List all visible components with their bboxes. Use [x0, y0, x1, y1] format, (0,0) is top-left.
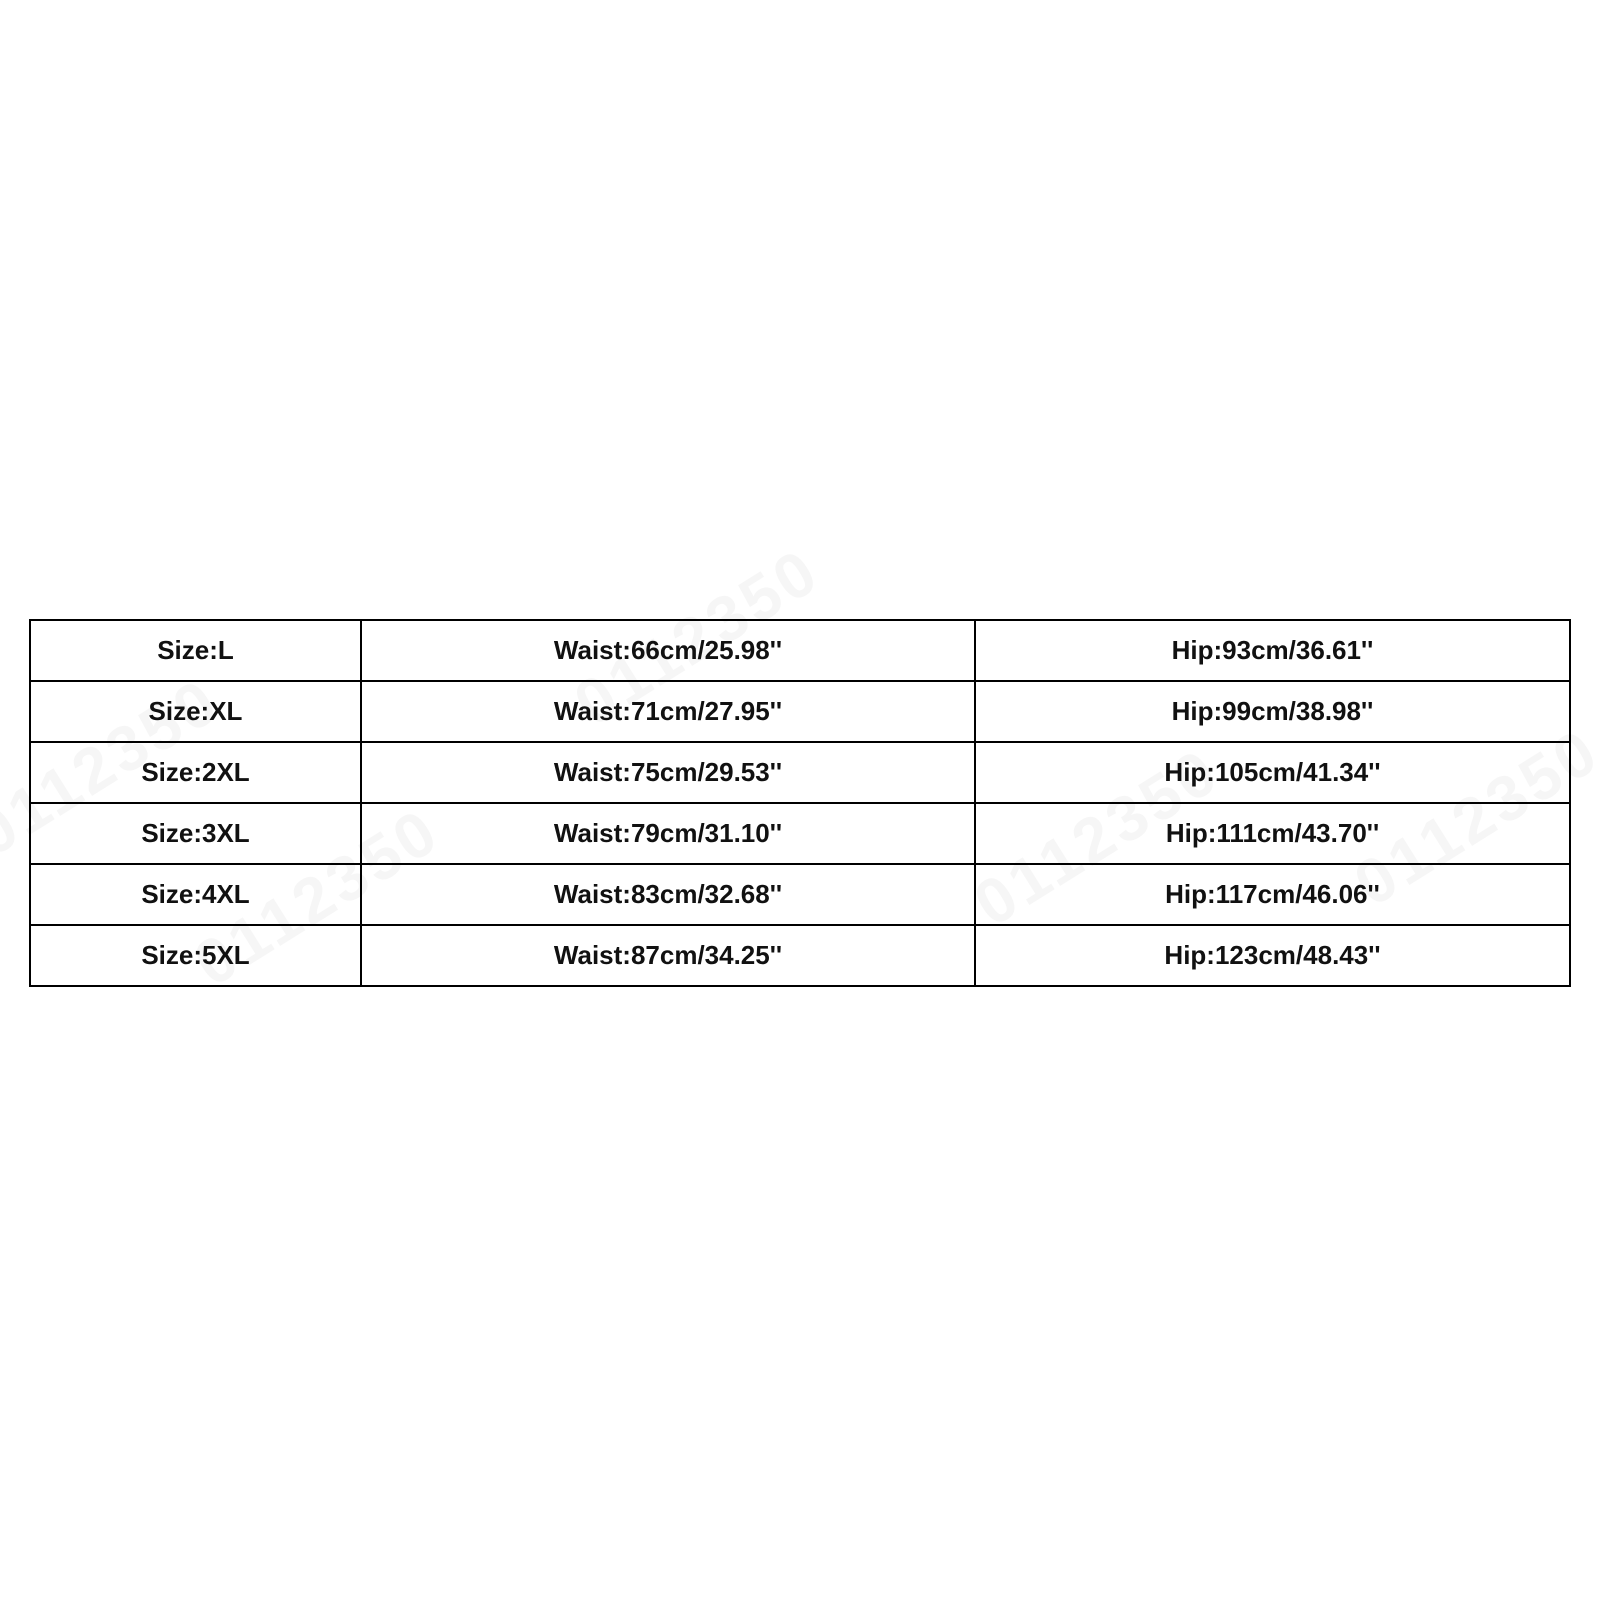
waist-cell: Waist:87cm/34.25''	[361, 925, 975, 986]
size-chart-table	[29, 619, 1571, 987]
hip-cell: Hip:123cm/48.43''	[975, 925, 1570, 986]
size-cell: Size:L	[30, 620, 361, 681]
size-cell: Size:2XL	[30, 742, 361, 803]
table-row	[30, 620, 1570, 681]
waist-cell: Waist:71cm/27.95''	[361, 681, 975, 742]
table-row	[30, 803, 1570, 864]
table-row	[30, 681, 1570, 742]
waist-cell: Waist:75cm/29.53''	[361, 742, 975, 803]
hip-cell: Hip:105cm/41.34''	[975, 742, 1570, 803]
table-row	[30, 864, 1570, 925]
hip-cell: Hip:93cm/36.61''	[975, 620, 1570, 681]
hip-cell: Hip:111cm/43.70''	[975, 803, 1570, 864]
waist-cell: Waist:79cm/31.10''	[361, 803, 975, 864]
size-cell: Size:5XL	[30, 925, 361, 986]
waist-cell: Waist:66cm/25.98''	[361, 620, 975, 681]
table-row	[30, 925, 1570, 986]
size-cell: Size:XL	[30, 681, 361, 742]
waist-cell: Waist:83cm/32.68''	[361, 864, 975, 925]
table-row	[30, 742, 1570, 803]
size-cell: Size:3XL	[30, 803, 361, 864]
hip-cell: Hip:99cm/38.98''	[975, 681, 1570, 742]
size-cell: Size:4XL	[30, 864, 361, 925]
hip-cell: Hip:117cm/46.06''	[975, 864, 1570, 925]
